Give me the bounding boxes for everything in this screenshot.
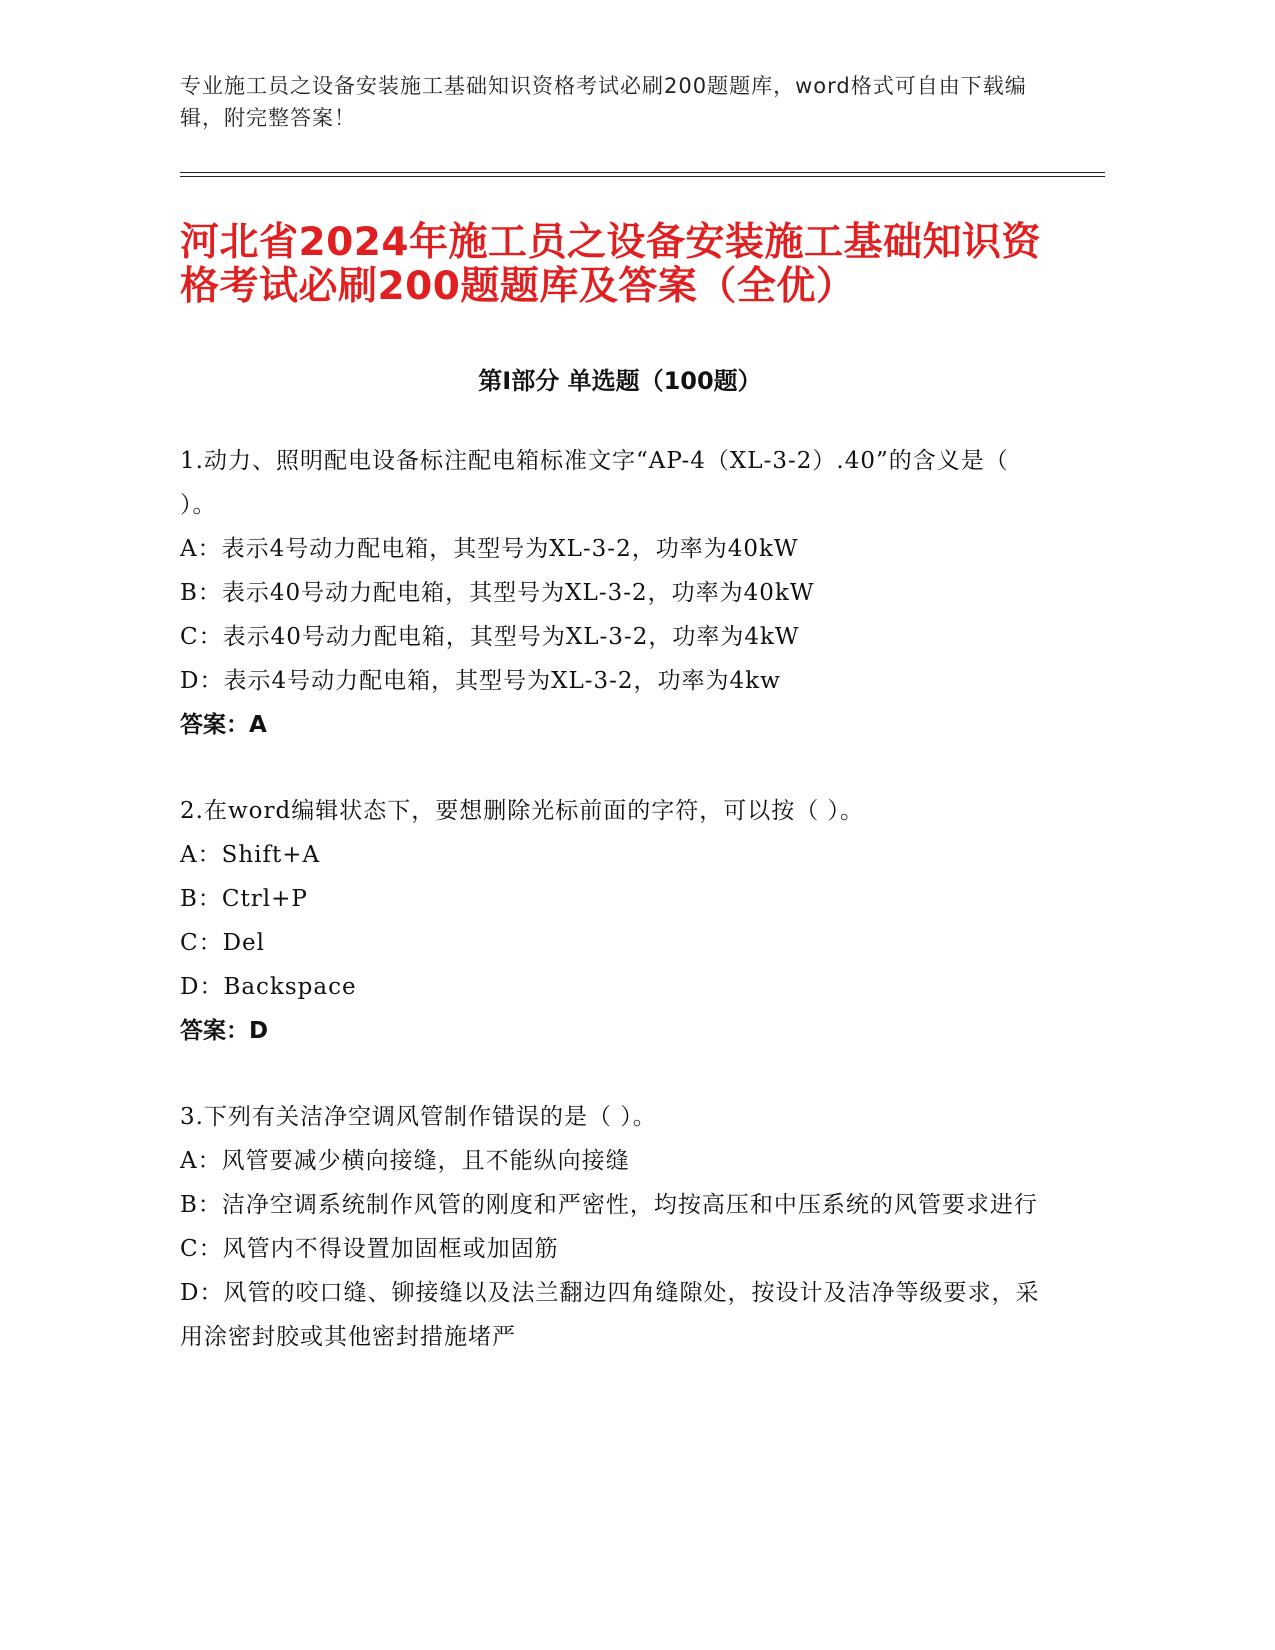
question-3 [180, 1095, 1040, 1359]
header-divider [180, 172, 1105, 177]
option-b: B：Ctrl+P [180, 886, 308, 912]
option-b: B：洁净空调系统制作风管的刚度和严密性，均按高压和中压系统的风管要求进行 [180, 1192, 1038, 1218]
option-d: D：Backspace [180, 974, 357, 1000]
header-note: 专业施工员之设备安装施工基础知识资格考试必刷200题题库，word格式可自由下载编辑，附完整答案！ [180, 74, 1027, 130]
answer-line: 答案：D [180, 1018, 269, 1044]
option-a: A：风管要减少横向接缝，且不能纵向接缝 [180, 1148, 630, 1174]
option-c: C：Del [180, 930, 266, 956]
answer-line: 答案：A [180, 712, 267, 738]
question-stem: 1.动力、照明配电设备标注配电箱标准文字“AP-4（XL-3-2）.40”的含义是（ ）。 [180, 448, 1009, 518]
document-title: 河北省2024年施工员之设备安装施工基础知识资格考试必刷200题题库及答案（全优） [180, 220, 1042, 309]
question-2 [180, 789, 1040, 1053]
option-a: A：Shift+A [180, 842, 321, 868]
question-1 [180, 439, 1040, 747]
option-d: D：表示4号动力配电箱，其型号为XL-3-2，功率为4kw [180, 668, 781, 694]
question-stem: 3.下列有关洁净空调风管制作错误的是（ ）。 [180, 1104, 657, 1130]
option-a: A：表示4号动力配电箱，其型号为XL-3-2，功率为40kW [180, 536, 799, 562]
section-heading: 第I部分 单选题（100题） [478, 367, 762, 395]
document-page [180, 70, 1105, 1359]
question-stem: 2.在word编辑状态下，要想删除光标前面的字符，可以按（ ）。 [180, 798, 865, 824]
option-d: D：风管的咬口缝、铆接缝以及法兰翻边四角缝隙处，按设计及洁净等级要求，采用涂密封胶或其他密封措施堵严 [180, 1280, 1040, 1350]
option-b: B：表示40号动力配电箱，其型号为XL-3-2，功率为40kW [180, 580, 815, 606]
option-c: C：表示40号动力配电箱，其型号为XL-3-2，功率为4kW [180, 624, 800, 650]
option-c: C：风管内不得设置加固框或加固筋 [180, 1236, 559, 1262]
